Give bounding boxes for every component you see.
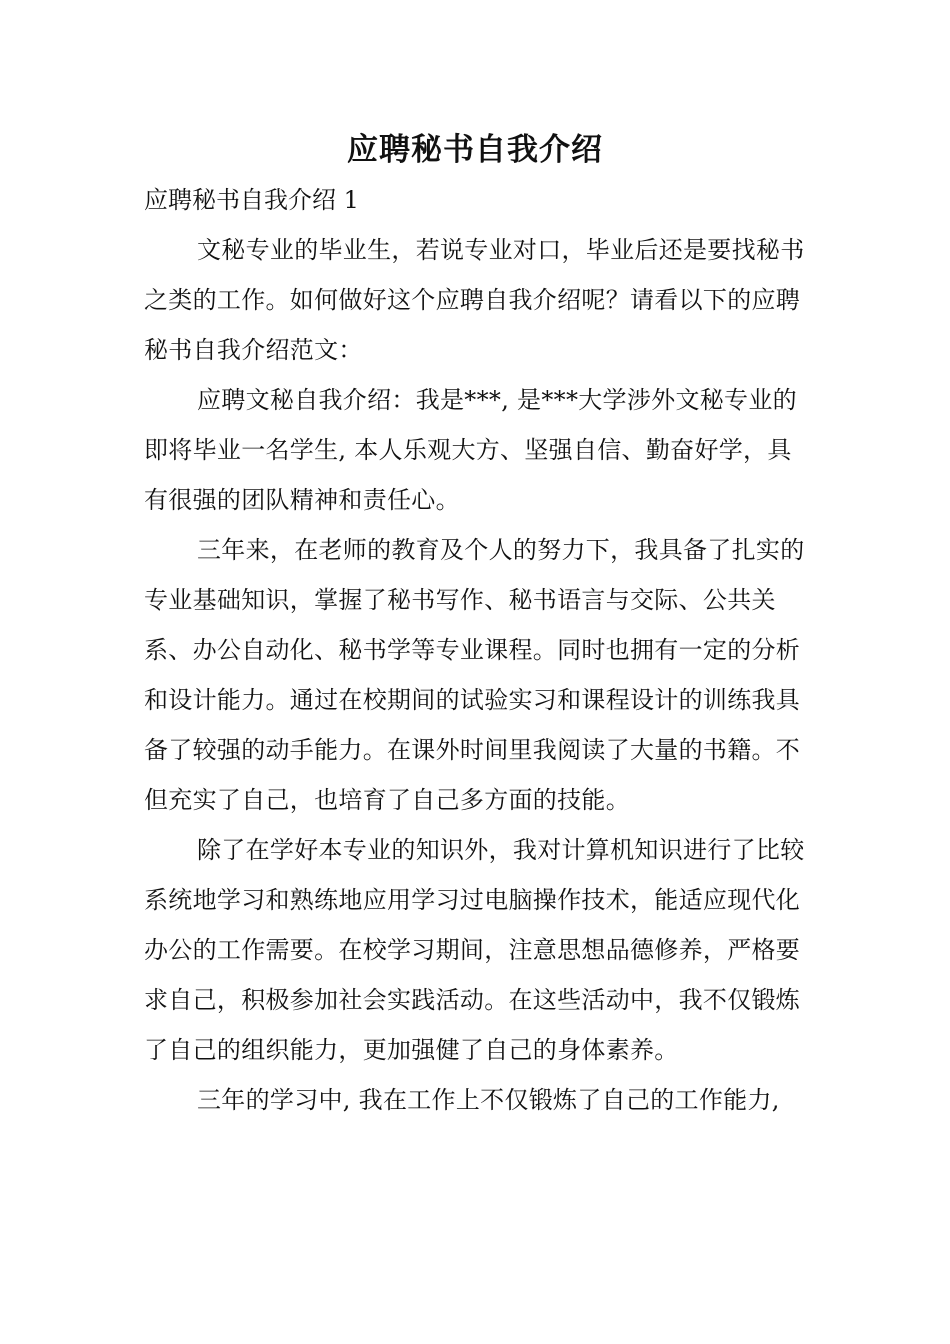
paragraph-1: 文秘专业的毕业生，若说专业对口，毕业后还是要找秘书之类的工作。如何做好这个应聘自我介绍呢？请看以下的应聘秘书自我介绍范文： [144, 236, 805, 364]
paragraph-5: 三年的学习中, 我在工作上不仅锻炼了自己的工作能力, [197, 1086, 780, 1114]
section-heading: 应聘秘书自我介绍 1 [144, 186, 359, 214]
document-body [144, 225, 812, 1125]
paragraph-3: 三年来，在老师的教育及个人的努力下，我具备了扎实的专业基础知识，掌握了秘书写作、秘书语言与交际、公共关系、办公自动化、秘书学等专业课程。同时也拥有一定的分析和设计能力。通过在校期间的试验实习和课程设计的训练我具备了较强的动手能力。在课外时间里我阅读了大量的书籍。不但充实了自己，也培育了自己多方面的技能。 [144, 536, 805, 814]
paragraph-2: 应聘文秘自我介绍：我是***, 是***大学涉外文秘专业的即将毕业一名学生, 本人乐观大方、坚强自信、勤奋好学，具有很强的团队精神和责任心。 [144, 386, 797, 514]
document-title: 应聘秘书自我介绍 [347, 132, 603, 168]
paragraph-4: 除了在学好本专业的知识外，我对计算机知识进行了比较系统地学习和熟练地应用学习过电脑操作技术，能适应现代化办公的工作需要。在校学习期间，注意思想品德修养，严格要求自己，积极参加社会实践活动。在这些活动中，我不仅锻炼了自己的组织能力，更加强健了自己的身体素养。 [144, 836, 805, 1064]
